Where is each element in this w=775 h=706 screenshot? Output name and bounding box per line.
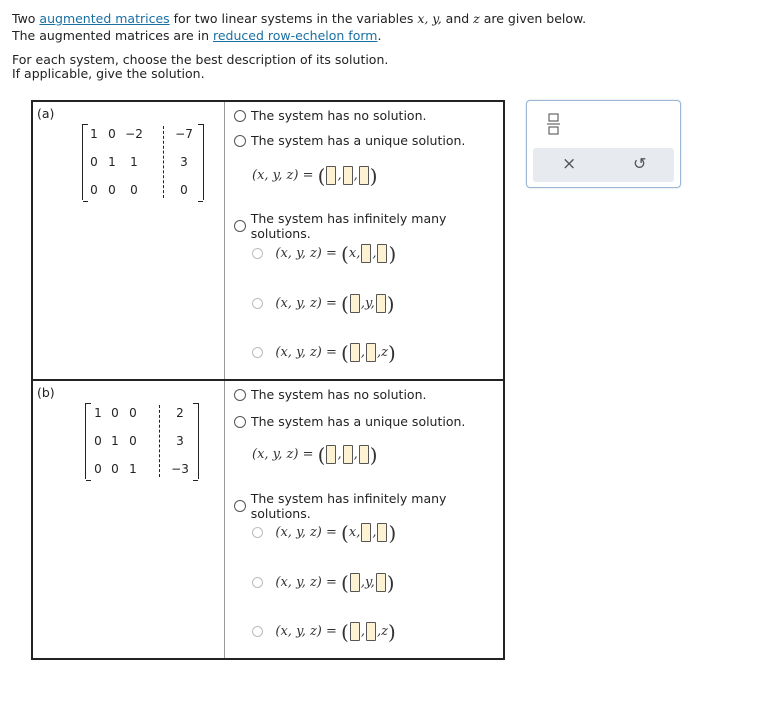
- close-paren: ): [388, 241, 397, 266]
- part-b-sub-option-1[interactable]: (x, y, z) = ( x, , ): [252, 523, 396, 542]
- part-b-option-no-solution[interactable]: [234, 387, 426, 402]
- matrix-entry: 1: [90, 127, 98, 141]
- matrix-row: [86, 462, 198, 480]
- answer-box-x[interactable]: [350, 573, 360, 592]
- open-paren: (: [341, 291, 349, 316]
- part-a-sub-option-3[interactable]: (x, y, z) = ( , , z ): [252, 343, 396, 362]
- close-paren: ): [369, 163, 378, 188]
- open-paren: (: [317, 163, 326, 188]
- answer-box-z[interactable]: [376, 573, 386, 592]
- instructions-line-1: For each system, choose the best description of its solution.: [12, 52, 389, 67]
- part-b-option-unique[interactable]: [234, 414, 465, 429]
- open-paren: (: [341, 241, 349, 266]
- close-paren: ): [388, 520, 397, 545]
- answer-box-y[interactable]: [361, 244, 371, 263]
- answer-box-z[interactable]: [376, 294, 386, 313]
- part-b-matrix-cell: [33, 381, 225, 658]
- tuple-label: (x, y, z) =: [275, 345, 337, 360]
- systems-table: [31, 100, 505, 660]
- matrix-entry: 0: [129, 406, 137, 420]
- part-b-sub-option-3[interactable]: (x, y, z) = ( , , z ): [252, 622, 396, 641]
- part-b-option-infinite[interactable]: [234, 491, 503, 521]
- matrix-entry: 0: [90, 183, 98, 197]
- matrix-entry: −2: [125, 127, 143, 141]
- matrix-entry: 0: [180, 183, 188, 197]
- variables-xy: x, y,: [417, 11, 442, 26]
- intro-text-2: for two linear systems in the variables: [169, 11, 418, 26]
- matrix-row: [83, 183, 203, 201]
- matrix-entry: 0: [94, 434, 102, 448]
- answer-box-y[interactable]: [343, 445, 353, 464]
- radio-button[interactable]: [252, 527, 263, 538]
- answer-box-z[interactable]: [359, 166, 369, 185]
- intro-text-3: and: [441, 11, 474, 26]
- fraction-icon[interactable]: [547, 113, 561, 138]
- radio-button[interactable]: [234, 135, 246, 147]
- augment-divider: [163, 126, 164, 198]
- fixed-x: x,: [348, 246, 361, 261]
- option-label: The system has a unique solution.: [251, 414, 466, 429]
- tools-bar: [533, 148, 674, 182]
- close-paren: ): [369, 442, 378, 467]
- fixed-x: x,: [348, 525, 361, 540]
- tuple-label: (x, y, z) =: [275, 575, 337, 590]
- close-paren: ): [386, 570, 395, 595]
- matrix-row: [86, 434, 198, 452]
- matrix-entry: 0: [129, 434, 137, 448]
- matrix-row: [83, 155, 203, 173]
- part-a-option-unique[interactable]: [234, 133, 465, 148]
- part-b-options-cell: [226, 381, 503, 658]
- matrix-entry: 1: [129, 462, 137, 476]
- matrix-row: [83, 127, 203, 145]
- fixed-y: y,: [365, 575, 375, 590]
- matrix-entry: 1: [130, 155, 138, 169]
- part-a-matrix: [82, 124, 204, 200]
- matrix-entry: 0: [94, 462, 102, 476]
- option-label: The system has a unique solution.: [251, 133, 466, 148]
- matrix-row: [86, 406, 198, 424]
- matrix-entry: 2: [176, 406, 184, 420]
- option-label: The system has infinitely many solutions.: [250, 211, 447, 241]
- instructions-line-2: If applicable, give the solution.: [12, 66, 205, 81]
- part-a-options-cell: [226, 102, 503, 379]
- answer-box-z[interactable]: [377, 523, 387, 542]
- open-paren: (: [317, 442, 326, 467]
- intro-text-5: The augmented matrices are in: [12, 28, 213, 43]
- part-b-label: (b): [37, 385, 55, 400]
- fixed-z: z: [381, 345, 388, 360]
- intro-text-1: Two: [12, 11, 40, 26]
- answer-box-x[interactable]: [350, 622, 360, 641]
- variable-z: z: [473, 11, 480, 26]
- x-icon[interactable]: ×: [562, 154, 577, 174]
- part-b-sub-option-2[interactable]: (x, y, z) = ( , y, ): [252, 573, 395, 592]
- answer-box-z[interactable]: [359, 445, 369, 464]
- answer-box-y[interactable]: [366, 343, 376, 362]
- intro-text-4: are given below.: [479, 11, 587, 26]
- augment-divider: [159, 405, 160, 477]
- close-paren: ): [388, 619, 396, 644]
- radio-button[interactable]: [252, 347, 263, 358]
- intro-text-6: .: [377, 28, 382, 43]
- answer-tools-panel: [526, 100, 681, 188]
- open-paren: (: [341, 570, 349, 595]
- link-reduced-row-echelon-form[interactable]: reduced row-echelon form: [212, 28, 378, 43]
- part-a-unique-answer: (x, y, z) = ( , , ): [252, 163, 378, 188]
- open-paren: (: [341, 619, 349, 644]
- option-label: The system has no solution.: [251, 108, 427, 123]
- answer-box-z[interactable]: [377, 244, 387, 263]
- matrix-entry: −3: [171, 462, 189, 476]
- matrix-entry: 1: [94, 406, 102, 420]
- answer-box-y[interactable]: [343, 166, 353, 185]
- part-a-label: (a): [37, 106, 55, 121]
- radio-button[interactable]: [252, 577, 263, 588]
- answer-box-x[interactable]: [350, 294, 360, 313]
- part-a-matrix-cell: [33, 102, 225, 379]
- close-paren: ): [386, 291, 395, 316]
- fixed-y: y,: [365, 296, 375, 311]
- undo-icon[interactable]: ↺: [633, 154, 647, 173]
- matrix-entry: 0: [108, 127, 116, 141]
- radio-button[interactable]: [234, 389, 246, 401]
- part-a-option-infinite[interactable]: [234, 211, 503, 241]
- tuple-label: (x, y, z) =: [275, 296, 337, 311]
- radio-button[interactable]: [234, 500, 246, 512]
- intro-text: [12, 10, 586, 44]
- matrix-entry: 0: [111, 462, 119, 476]
- tuple-label: (x, y, z) =: [275, 525, 337, 540]
- tuple-label: (x, y, z) =: [252, 447, 314, 462]
- tuple-label: (x, y, z) =: [275, 624, 337, 639]
- part-a-sub-option-1[interactable]: (x, y, z) = ( x, , ): [252, 244, 396, 263]
- tuple-label: (x, y, z) =: [275, 246, 337, 261]
- matrix-entry: 3: [176, 434, 184, 448]
- link-augmented-matrices[interactable]: augmented matrices: [39, 11, 170, 26]
- matrix-entry: 3: [180, 155, 188, 169]
- instructions: [12, 53, 388, 81]
- part-b-unique-answer: (x, y, z) = ( , , ): [252, 442, 378, 467]
- part-b-matrix: [85, 403, 199, 479]
- option-label: The system has infinitely many solutions.: [250, 491, 447, 521]
- radio-button[interactable]: [252, 298, 263, 309]
- tuple-label: (x, y, z) =: [252, 168, 314, 183]
- part-a-option-no-solution[interactable]: [234, 108, 426, 123]
- answer-box-x[interactable]: [326, 445, 336, 464]
- answer-box-x[interactable]: [326, 166, 336, 185]
- close-paren: ): [388, 340, 396, 365]
- matrix-entry: 1: [111, 434, 119, 448]
- answer-box-y[interactable]: [366, 622, 376, 641]
- open-paren: (: [341, 340, 349, 365]
- open-paren: (: [341, 520, 349, 545]
- matrix-entry: 0: [90, 155, 98, 169]
- part-a-sub-option-2[interactable]: (x, y, z) = ( , y, ): [252, 294, 395, 313]
- radio-button[interactable]: [234, 110, 246, 122]
- radio-button[interactable]: [252, 248, 263, 259]
- radio-button[interactable]: [234, 416, 246, 428]
- answer-box-y[interactable]: [361, 523, 371, 542]
- radio-button[interactable]: [234, 220, 246, 232]
- matrix-entry: 0: [108, 183, 116, 197]
- matrix-entry: −7: [175, 127, 193, 141]
- radio-button[interactable]: [252, 626, 263, 637]
- matrix-entry: 1: [108, 155, 116, 169]
- matrix-entry: 0: [130, 183, 138, 197]
- matrix-entry: 0: [111, 406, 119, 420]
- answer-box-x[interactable]: [350, 343, 360, 362]
- fixed-z: z: [381, 624, 388, 639]
- option-label: The system has no solution.: [251, 387, 427, 402]
